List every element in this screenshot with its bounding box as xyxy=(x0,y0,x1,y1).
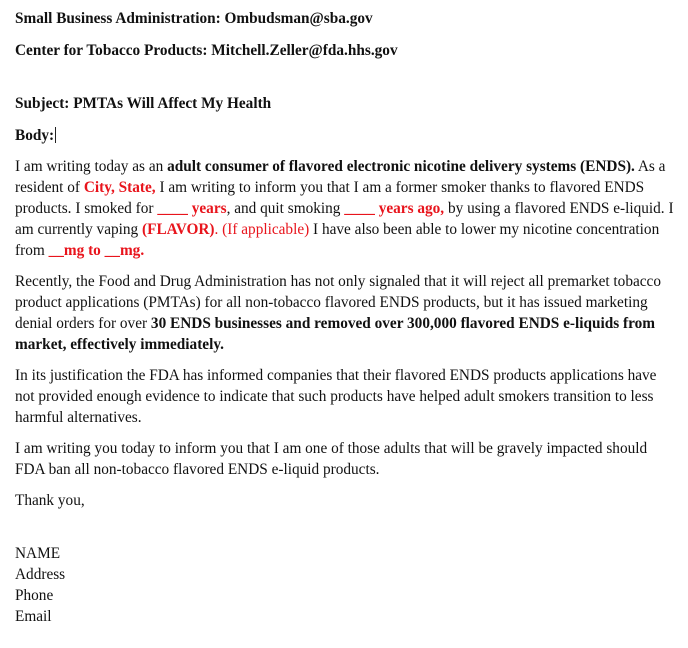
signature-phone: Phone xyxy=(15,587,54,604)
signature-address: Address xyxy=(15,566,66,583)
intro-text-6: I have also been able to lower my nicotine concentration from xyxy=(15,221,660,259)
placeholder-years-smoked: ____ years xyxy=(157,200,227,217)
closing-line: Thank you, xyxy=(15,492,85,509)
placeholder-city-state: City, State, xyxy=(83,179,156,196)
subject-line: Subject: PMTAs Will Affect My Health xyxy=(15,95,272,112)
intro-text-5: by using a flavored ENDS e-liquid. I am currently vaping xyxy=(15,200,674,238)
intro-text-2: As a resident of xyxy=(15,158,666,196)
body-label[interactable] xyxy=(15,125,679,146)
intro-text-3: I am writing to inform you that I am a former smoker thanks to flavored ENDS products. I smoked for xyxy=(15,179,645,217)
intro-text-1: I am writing today as an xyxy=(15,158,168,175)
intro-bold-consumer: adult consumer of flavored electronic nicotine delivery systems (ENDS). xyxy=(167,158,635,175)
fda-bold-businesses: 30 ENDS businesses and removed over 300,000 flavored ENDS e-liquids from market, effectively immediately. xyxy=(15,315,656,353)
placeholder-years-ago: ____ years ago, xyxy=(344,200,445,217)
paragraph-justification: In its justification the FDA has informed companies that their flavored ENDS products applications have not provided enough evidence to indicate that such products have helped adult smokers transition to less harmful alternatives. xyxy=(15,367,657,426)
recipient-sba: Small Business Administration: Ombudsman@sba.gov xyxy=(15,10,373,27)
paragraph-intro xyxy=(15,156,679,261)
recipient-ctp: Center for Tobacco Products: Mitchell.Zeller@fda.hhs.gov xyxy=(15,42,398,59)
letter-document xyxy=(15,8,679,627)
intro-text-4: , and quit smoking xyxy=(226,200,345,217)
paragraph-fda xyxy=(15,271,679,355)
signature-email: Email xyxy=(15,608,52,625)
placeholder-flavor: (FLAVOR) xyxy=(142,221,215,238)
paragraph-impact: I am writing you today to inform you that I am one of those adults that will be gravely impacted should FDA ban all non-tobacco flavored ENDS e-liquid products. xyxy=(15,440,648,478)
placeholder-nicotine-mg: __mg to __mg. xyxy=(48,242,145,259)
placeholder-if-applicable: . (If applicable) xyxy=(214,221,310,238)
fda-text-1: Recently, the Food and Drug Administration has not only signaled that it will reject all premarket tobacco product applications (PMTAs) for all non-tobacco flavored ENDS products, but it has issued marketing denial orders for over xyxy=(15,273,661,332)
signature-name: NAME xyxy=(15,545,61,562)
text-cursor xyxy=(55,127,56,143)
body-label-text: Body: xyxy=(15,127,55,144)
